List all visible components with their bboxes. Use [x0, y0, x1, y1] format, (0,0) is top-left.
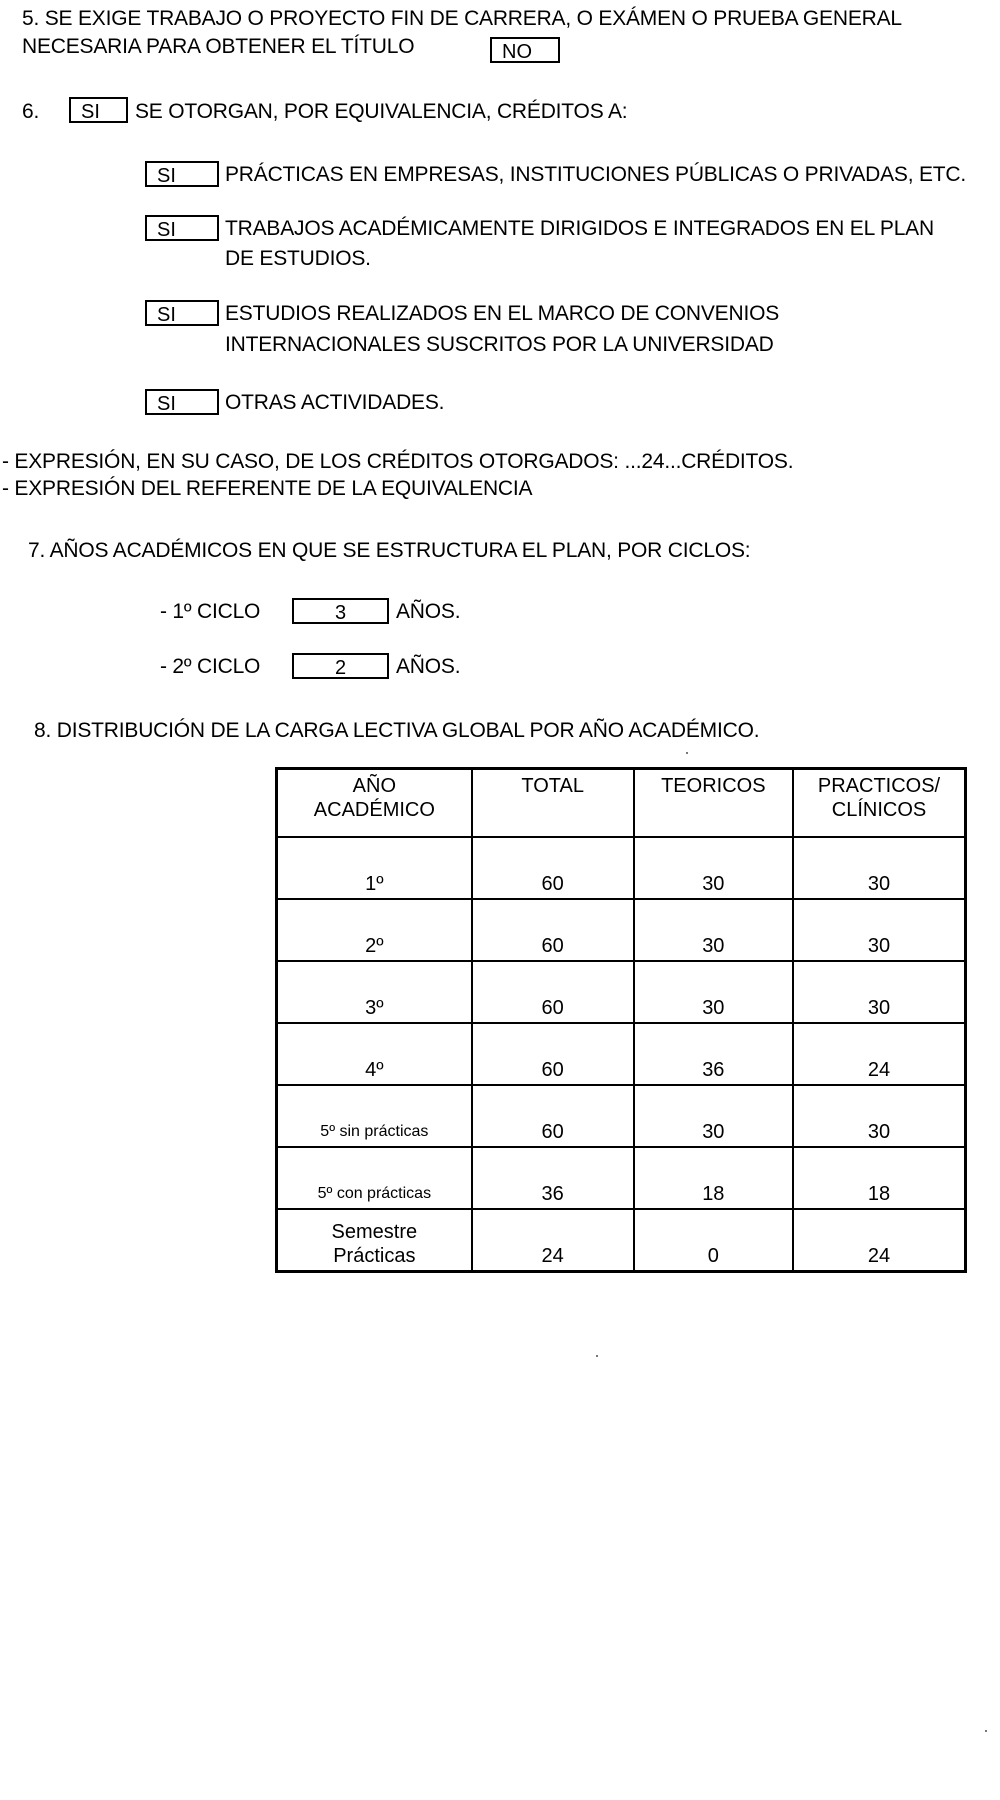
ciclo-1-label: - 1º CICLO — [160, 600, 261, 623]
section-6-answer-box: SI — [69, 97, 128, 123]
table-row — [277, 1209, 966, 1272]
cell-year: 1º — [277, 837, 472, 899]
cell-practicos: 24 — [793, 1023, 965, 1085]
cell-total: 60 — [472, 1085, 634, 1147]
scan-speck — [686, 752, 688, 754]
header-total — [472, 769, 634, 838]
table-row — [277, 1085, 966, 1147]
cell-total: 24 — [472, 1209, 634, 1272]
cell-practicos: 30 — [793, 837, 965, 899]
header-practicos-line-1: PRACTICOS/ — [817, 775, 941, 797]
table-row — [277, 1147, 966, 1209]
cell-year: 5º sin prácticas — [277, 1085, 472, 1147]
item-3-text-line-1: ESTUDIOS REALIZADOS EN EL MARCO DE CONVENIOS — [225, 302, 780, 325]
ciclo-1-value-box: 3 — [292, 598, 389, 624]
cell-year: 5º con prácticas — [277, 1147, 472, 1209]
scan-speck — [985, 1730, 987, 1732]
header-practicos — [793, 769, 965, 838]
item-2-answer-box: SI — [145, 215, 219, 241]
cell-teoricos: 36 — [634, 1023, 793, 1085]
section-5-line-1: 5. SE EXIGE TRABAJO O PROYECTO FIN DE CARRERA, O EXÁMEN O PRUEBA GENERAL — [22, 7, 902, 30]
item-1-text: PRÁCTICAS EN EMPRESAS, INSTITUCIONES PÚBLICAS O PRIVADAS, ETC. — [225, 163, 967, 186]
item-3-answer-box: SI — [145, 300, 219, 326]
cell-total: 60 — [472, 1023, 634, 1085]
item-1-answer-box: SI — [145, 161, 219, 187]
cell-year — [277, 1209, 472, 1272]
cell-teoricos: 30 — [634, 837, 793, 899]
cell-total: 60 — [472, 899, 634, 961]
expresion-referente: - EXPRESIÓN DEL REFERENTE DE LA EQUIVALENCIA — [2, 477, 533, 500]
cell-teoricos: 30 — [634, 899, 793, 961]
cell-year: 4º — [277, 1023, 472, 1085]
item-2-text-line-2: DE ESTUDIOS. — [225, 247, 371, 270]
cell-teoricos: 30 — [634, 1085, 793, 1147]
table-row — [277, 899, 966, 961]
carga-lectiva-table — [275, 767, 967, 1273]
cell-year: 3º — [277, 961, 472, 1023]
header-ano-line-1: AÑO — [352, 775, 397, 797]
cell-year-line-1: Semestre — [331, 1221, 418, 1243]
cell-teoricos: 30 — [634, 961, 793, 1023]
cell-total: 36 — [472, 1147, 634, 1209]
section-6-intro: SE OTORGAN, POR EQUIVALENCIA, CRÉDITOS A: — [135, 100, 628, 123]
cell-total: 60 — [472, 837, 634, 899]
table-row — [277, 837, 966, 899]
cell-year: 2º — [277, 899, 472, 961]
cell-practicos: 30 — [793, 1085, 965, 1147]
section-8-title: 8. DISTRIBUCIÓN DE LA CARGA LECTIVA GLOBAL POR AÑO ACADÉMICO. — [34, 719, 760, 742]
section-6-number: 6. — [22, 100, 40, 123]
table-row — [277, 961, 966, 1023]
header-teoricos — [634, 769, 793, 838]
table-row — [277, 1023, 966, 1085]
cell-practicos: 24 — [793, 1209, 965, 1272]
item-3-text-line-2: INTERNACIONALES SUSCRITOS POR LA UNIVERSIDAD — [225, 333, 774, 356]
ciclo-2-label: - 2º CICLO — [160, 655, 261, 678]
item-4-text: OTRAS ACTIVIDADES. — [225, 391, 445, 414]
ciclo-2-unit: AÑOS. — [396, 655, 461, 678]
item-4-answer-box: SI — [145, 389, 219, 415]
section-7-title: 7. AÑOS ACADÉMICOS EN QUE SE ESTRUCTURA EL PLAN, POR CICLOS: — [28, 539, 751, 562]
header-total-label: TOTAL — [521, 775, 584, 797]
cell-practicos: 18 — [793, 1147, 965, 1209]
header-ano-academico — [277, 769, 472, 838]
cell-practicos: 30 — [793, 899, 965, 961]
item-2-text-line-1: TRABAJOS ACADÉMICAMENTE DIRIGIDOS E INTEGRADOS EN EL PLAN — [225, 217, 934, 240]
table-header-row — [277, 769, 966, 838]
cell-teoricos: 0 — [634, 1209, 793, 1272]
cell-total: 60 — [472, 961, 634, 1023]
header-practicos-line-2: CLÍNICOS — [831, 799, 927, 821]
section-5-answer-box: NO — [490, 37, 560, 63]
cell-practicos: 30 — [793, 961, 965, 1023]
ciclo-2-value-box: 2 — [292, 653, 389, 679]
cell-year-line-2: Prácticas — [333, 1245, 416, 1267]
section-5-line-2: NECESARIA PARA OBTENER EL TÍTULO — [22, 35, 415, 58]
cell-teoricos: 18 — [634, 1147, 793, 1209]
header-teoricos-label: TEORICOS — [661, 775, 766, 797]
ciclo-1-unit: AÑOS. — [396, 600, 461, 623]
scan-speck — [596, 1355, 598, 1357]
header-ano-line-2: ACADÉMICO — [313, 799, 435, 821]
expresion-creditos: - EXPRESIÓN, EN SU CASO, DE LOS CRÉDITOS OTORGADOS: ...24...CRÉDITOS. — [2, 450, 794, 473]
